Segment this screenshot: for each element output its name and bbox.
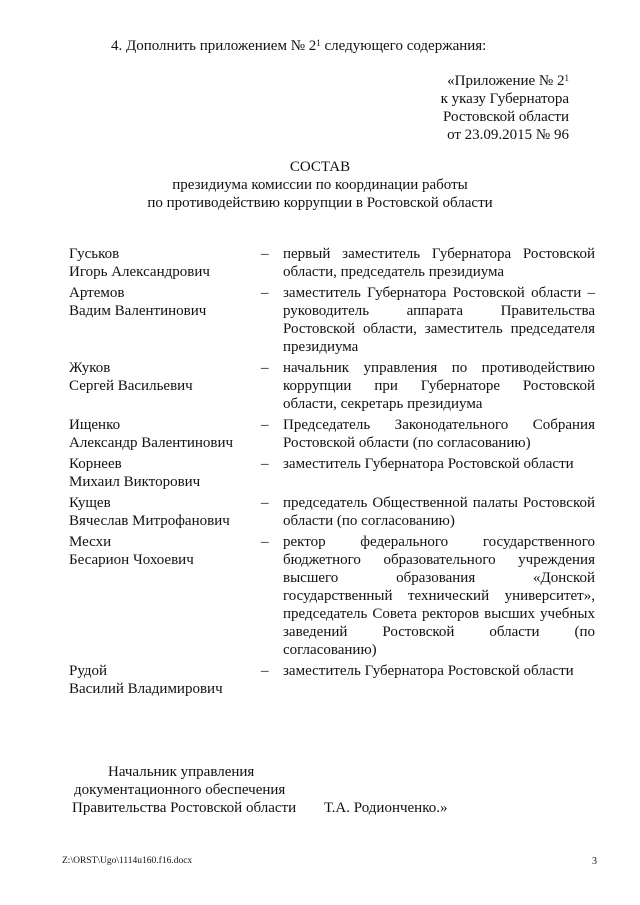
member-dash: – <box>261 534 269 550</box>
signer-title-line-2: документационного обеспечения <box>74 782 286 798</box>
member-given-names: Сергей Васильевич <box>69 378 193 394</box>
member-role: заместитель Губернатора Ростовской области <box>283 663 574 679</box>
member-dash: – <box>261 495 269 511</box>
footer-page-number: 3 <box>592 856 597 867</box>
member-surname: Артемов <box>69 285 125 301</box>
intro-paragraph <box>111 37 486 55</box>
member-role: Председатель Законодательного Собрания Ростовской области (по согласованию) <box>283 417 595 451</box>
appendix-header <box>441 72 569 144</box>
member-row <box>69 455 595 491</box>
members-list <box>69 245 595 701</box>
member-role: заместитель Губернатора Ростовской области – руководитель аппарата Правительства Ростовской области, заместитель председателя президиума <box>283 285 595 355</box>
member-name <box>69 455 261 491</box>
member-role: ректор федерального государственного бюджетного образовательного учреждения высшего образования «Донской государственный технический университет», председатель Совета ректоров высших учебных заведений Ростовской области (по согласованию) <box>283 534 595 658</box>
member-role: первый заместитель Губернатора Ростовской области, председатель президиума <box>283 246 595 280</box>
appendix-title: «Приложение № 2 <box>447 73 565 89</box>
member-dash: – <box>261 663 269 679</box>
member-given-names: Игорь Александрович <box>69 264 210 280</box>
member-surname: Месхи <box>69 534 112 550</box>
member-name <box>69 494 261 530</box>
member-name <box>69 533 261 659</box>
appendix-superscript: 1 <box>564 73 569 83</box>
member-given-names: Михаил Викторович <box>69 474 201 490</box>
heading-line-3: по противодействию коррупции в Ростовской области <box>147 195 493 211</box>
member-dash: – <box>261 456 269 472</box>
member-surname: Жуков <box>69 360 111 376</box>
intro-text: 4. Дополнить приложением № 2 <box>111 38 317 54</box>
member-surname: Рудой <box>69 663 108 679</box>
member-row <box>69 494 595 530</box>
member-row <box>69 245 595 281</box>
member-dash: – <box>261 360 269 376</box>
heading-title: СОСТАВ <box>289 159 351 175</box>
signer-title-line-3: Правительства Ростовской области <box>72 800 297 816</box>
document-heading <box>0 158 640 212</box>
member-row <box>69 533 595 659</box>
member-name <box>69 359 261 413</box>
signer-title-line-1: Начальник управления <box>108 764 255 780</box>
member-dash: – <box>261 285 269 301</box>
member-surname: Кущев <box>69 495 111 511</box>
intro-tail: следующего содержания: <box>320 38 487 54</box>
member-row <box>69 284 595 356</box>
member-given-names: Василий Владимирович <box>69 681 223 697</box>
member-row <box>69 662 595 698</box>
member-surname: Гуськов <box>69 246 120 262</box>
appendix-line-1 <box>441 72 569 90</box>
member-surname: Корнеев <box>69 456 122 472</box>
member-row <box>69 416 595 452</box>
member-name <box>69 662 261 698</box>
appendix-line-4: от 23.09.2015 № 96 <box>447 127 569 143</box>
appendix-line-3: Ростовской области <box>443 109 569 125</box>
signature-block <box>72 763 296 817</box>
member-name <box>69 416 261 452</box>
intro-superscript: 1 <box>316 38 321 48</box>
appendix-line-2: к указу Губернатора <box>440 91 569 107</box>
member-name <box>69 245 261 281</box>
member-given-names: Вадим Валентинович <box>69 303 207 319</box>
member-role: председатель Общественной палаты Ростовской области (по согласованию) <box>283 495 595 529</box>
member-surname: Ищенко <box>69 417 121 433</box>
member-role: заместитель Губернатора Ростовской области <box>283 456 574 472</box>
member-role: начальник управления по противодействию коррупции при Губернаторе Ростовской области, секретарь президиума <box>283 360 595 412</box>
member-given-names: Александр Валентинович <box>69 435 234 451</box>
member-name <box>69 284 261 356</box>
member-dash: – <box>261 246 269 262</box>
member-row <box>69 359 595 413</box>
member-given-names: Бесарион Чохоевич <box>69 552 194 568</box>
footer-file-path: Z:\ORST\Ugo\1114u160.f16.docx <box>62 856 193 866</box>
heading-line-2: президиума комиссии по координации работы <box>172 177 468 193</box>
member-dash: – <box>261 417 269 433</box>
member-given-names: Вячеслав Митрофанович <box>69 513 230 529</box>
signer-name: Т.А. Родионченко.» <box>324 800 448 816</box>
